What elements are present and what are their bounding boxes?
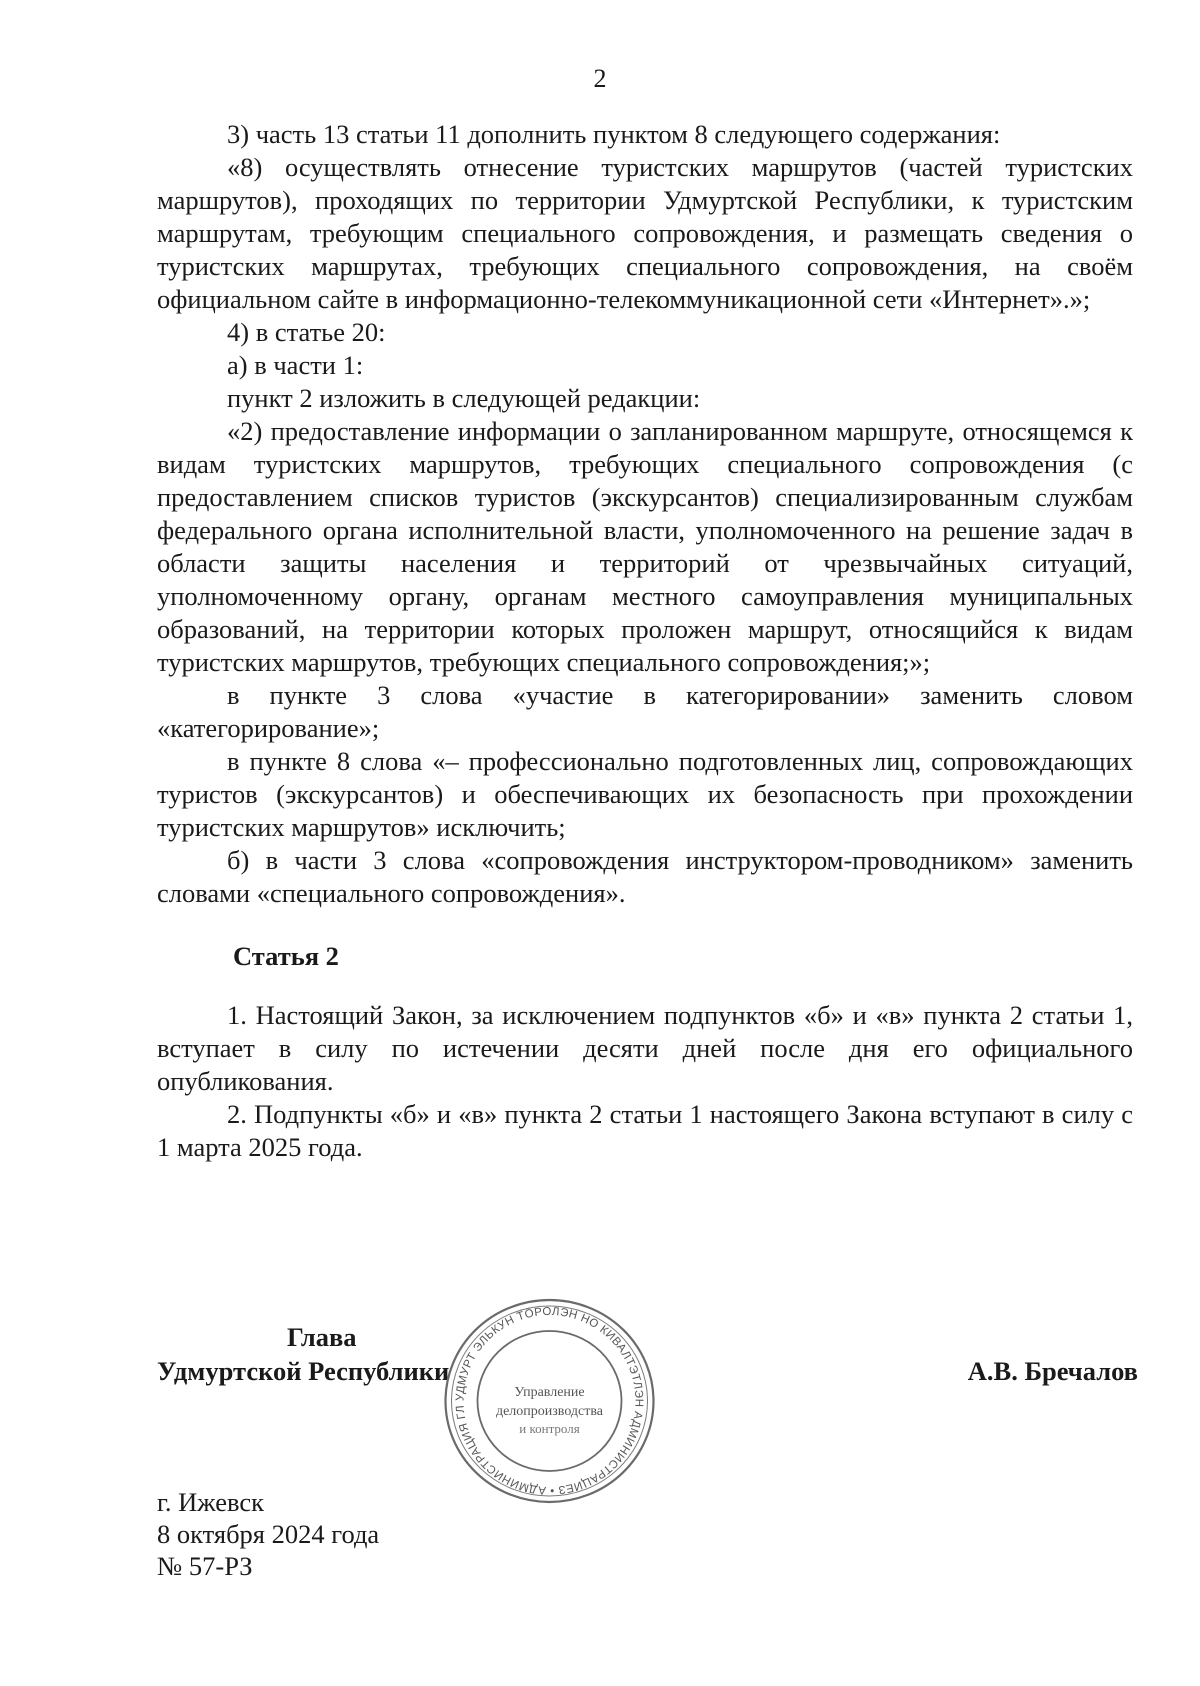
signatory-name: А.В. Бречалов [967,1356,1138,1386]
paragraph-7: в пункте 3 слова «участие в категорировании» заменить словом «категорирование»; [157,680,1133,743]
paragraph-5: пункт 2 изложить в следующей редакции: [227,383,701,413]
paragraph-1: 3) часть 13 статьи 11 дополнить пунктом 8 следующего содержания: [227,119,1001,149]
paragraph-8: в пункте 8 слова «– профессионально подготовленных лиц, сопровождающих туристов (экскурсантов) и обеспечивающих их безопасность при прохождении туристских маршрутов» исключить; [157,746,1133,842]
law-number: № 57-РЗ [157,1551,253,1581]
article-paragraph-2: 2. Подпункты «б» и «в» пункта 2 статьи 1 настоящего Закона вступают в силу с 1 марта 2025 года. [157,1099,1133,1162]
paragraph-4: а) в части 1: [227,350,364,380]
document-body [157,118,1133,1164]
seal-center-line-1: Управление [514,1385,585,1400]
seal-center-line-2: делопроизводства [495,1404,604,1419]
city: г. Ижевск [157,1487,264,1517]
article-heading: Статья 2 [233,941,339,971]
place-date-block [157,1486,379,1582]
date: 8 октября 2024 года [157,1519,380,1549]
seal-ring-text: УДМУРТ ЭЛЬКУН ТӦРОЛЭН НО КИВАЛТЭТЛЭН АДМИНИСТРАЦИЕЗ • АДМИНИСТРАЦИЯ ГЛ [454,1305,645,1497]
signature-title-line-2: Удмуртской Республики [157,1356,450,1386]
official-seal [442,1296,657,1506]
paragraph-9: б) в части 3 слова «сопровождения инструктором-проводником» заменить словами «специального сопровождения». [157,845,1133,908]
paragraph-3: 4) в статье 20: [227,317,386,347]
article-paragraph-1: 1. Настоящий Закон, за исключением подпунктов «б» и «в» пункта 2 статьи 1, вступает в силу по истечении десяти дней после дня его официального опубликования. [157,1000,1133,1096]
seal-center-line-3: и контроля [519,1421,580,1436]
signature-title-line-1: Глава [287,1322,357,1352]
paragraph-6: «2) предоставление информации о запланированном маршруте, относящемся к видам туристских маршрутов, требующих специального сопровождения (с предоставлением списков туристов (экскурсантов) специализированным службам федерального органа исполнительной власти, уполномоченного на решение задач в области защиты населения и территорий от чрезвычайных ситуаций, уполномоченному органу, органам местного самоуправления муниципальных образований, на территории которых проложен маршрут, относящийся к видам туристских маршрутов, требующих специального сопровождения;»; [157,416,1133,677]
page-number: 2 [593,64,607,93]
signature-title [157,1320,449,1388]
paragraph-2: «8) осуществлять отнесение туристских маршрутов (частей туристских маршрутов), проходящих по территории Удмуртской Республики, к туристским маршрутам, требующим специального сопровождения, и размещать сведения о туристских маршрутах, требующих специального сопровождения, на своём официальном сайте в информационно-телекоммуникационной сети «Интернет».»; [157,152,1133,314]
